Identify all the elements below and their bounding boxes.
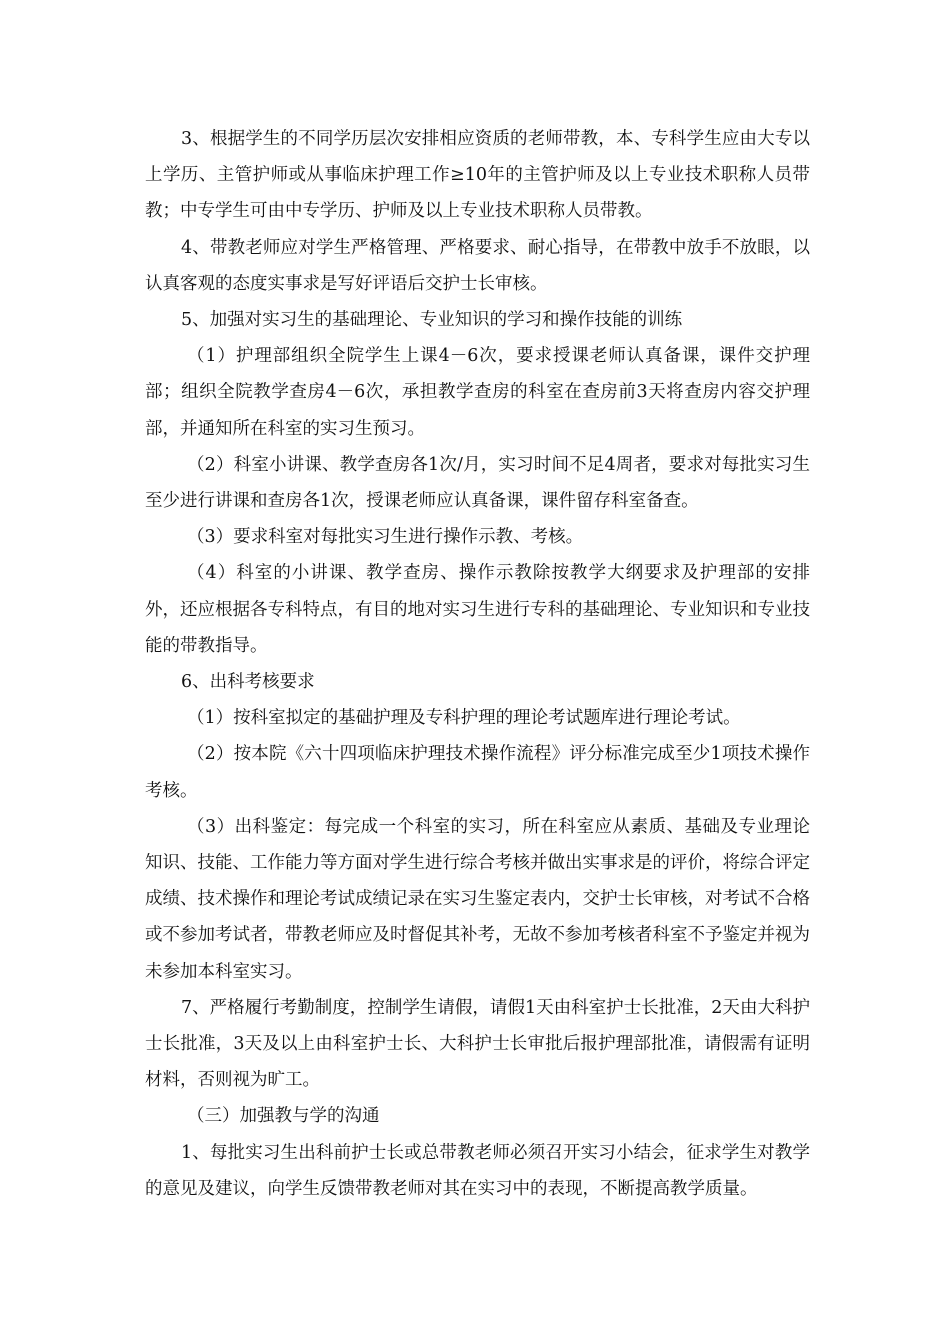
paragraph-subitem-6-3: （3）出科鉴定：每完成一个科室的实习，所在科室应从素质、基础及专业理论知识、技能、工作能力等方面对学生进行综合考核并做出实事求是的评价，将综合评定成绩、技术操作和理论考试成绩记录在实习生鉴定表内，交护士长审核，对考试不合格或不参加考试者，带教老师应及时督促其补考，无故不参加考核者科室不予鉴定并视为未参加本科室实习。: [145, 816, 810, 982]
paragraph-item-3: 3、根据学生的不同学历层次安排相应资质的老师带教，本、专科学生应由大专以上学历、主管护师或从事临床护理工作≥10年的主管护师及以上专业技术职称人员带教；中专学生可由中专学历、护师及以上专业技术职称人员带教。: [145, 129, 810, 222]
paragraph-item-5: 5、加强对实习生的基础理论、专业知识的学习和操作技能的训练: [181, 310, 683, 331]
paragraph-subitem-5-1: （1）护理部组织全院学生上课4－6次，要求授课老师认真备课，课件交护理部；组织全院教学查房4－6次，承担教学查房的科室在查房前3天将查房内容交护理部，并通知所在科室的实习生预习。: [145, 346, 810, 439]
paragraph-item-4: 4、带教老师应对学生严格管理、严格要求、耐心指导，在带教中放手不放眼，以认真客观的态度实事求是写好评语后交护士长审核。: [145, 237, 810, 294]
paragraph-item-7: 7、严格履行考勤制度，控制学生请假，请假1天由科室护士长批准，2天由大科护士长批准，3天及以上由科室护士长、大科护士长审批后报护理部批准，请假需有证明材料，否则视为旷工。: [145, 997, 810, 1091]
paragraph-subitem-6-2: （2）按本院《六十四项临床护理技术操作流程》评分标准完成至少1项技术操作考核。: [145, 744, 810, 801]
paragraph-subitem-5-4: （4）科室的小讲课、教学查房、操作示教除按教学大纲要求及护理部的安排外，还应根据各专科特点，有目的地对实习生进行专科的基础理论、专业知识和专业技能的带教指导。: [145, 563, 810, 656]
paragraph-item-6: 6、出科考核要求: [181, 672, 315, 693]
paragraph-subitem-5-2: （2）科室小讲课、教学查房各1次/月，实习时间不足4周者，要求对每批实习生至少进行讲课和查房各1次，授课老师应认真备课，课件留存科室备查。: [145, 454, 810, 512]
document-body: [145, 121, 810, 1207]
paragraph-section3-item-1: 1、每批实习生出科前护士长或总带教老师必须召开实习小结会，征求学生对教学的意见及建议，向学生反馈带教老师对其在实习中的表现，不断提高教学质量。: [145, 1142, 810, 1199]
paragraph-subitem-6-1: （1）按科室拟定的基础护理及专科护理的理论考试题库进行理论考试。: [187, 708, 741, 729]
paragraph-subitem-5-3: （3）要求科室对每批实习生进行操作示教、考核。: [187, 527, 584, 548]
section-heading-3: （三）加强教与学的沟通: [187, 1106, 380, 1127]
